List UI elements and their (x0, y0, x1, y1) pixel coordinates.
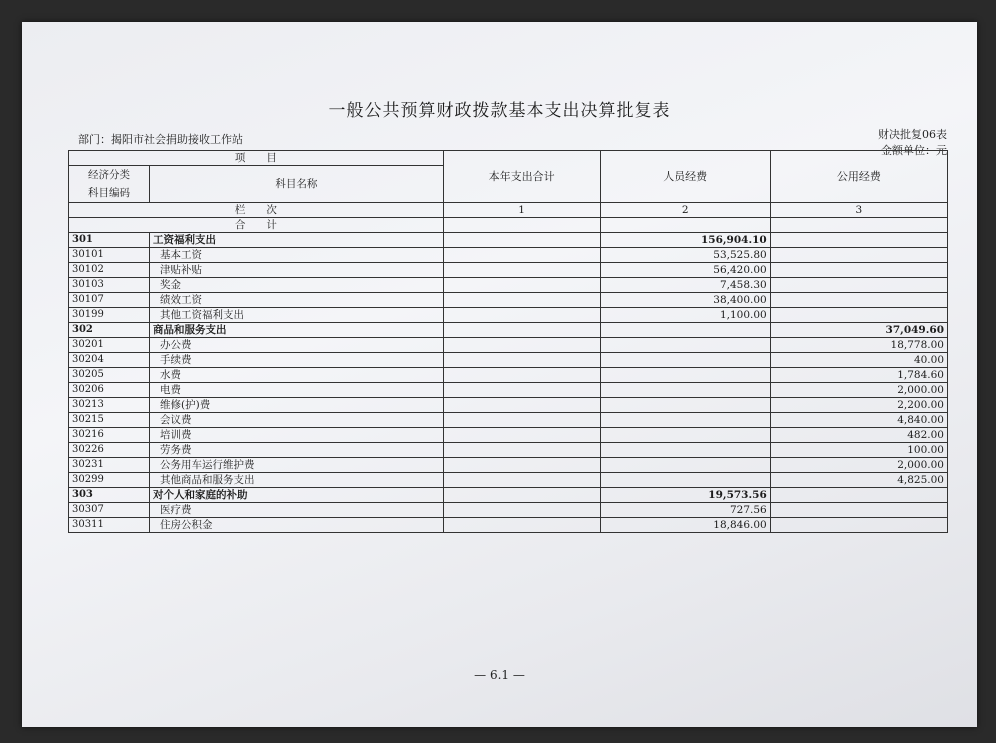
table-row (69, 503, 948, 518)
row-personnel: 19,573.56 (600, 488, 770, 503)
row-personnel: 18,846.00 (600, 518, 770, 533)
row-name: 奖金 (150, 278, 444, 293)
row-code: 30107 (69, 293, 150, 308)
row-code: 30231 (69, 458, 150, 473)
row-code: 30307 (69, 503, 150, 518)
row-public (770, 293, 947, 308)
header-personnel: 人员经费 (600, 151, 770, 203)
table-row (69, 488, 948, 503)
row-code: 30199 (69, 308, 150, 323)
row-public: 4,840.00 (770, 413, 947, 428)
row-public: 1,784.60 (770, 368, 947, 383)
table-row (69, 473, 948, 488)
sum-public (770, 218, 947, 233)
header-subject-code: 科目编码 (88, 187, 130, 199)
row-public: 2,200.00 (770, 398, 947, 413)
row-total (443, 293, 600, 308)
row-name: 水费 (150, 368, 444, 383)
table-row (69, 428, 948, 443)
table-row (69, 368, 948, 383)
row-code: 30213 (69, 398, 150, 413)
column-label: 栏 次 (69, 203, 444, 218)
row-name: 基本工资 (150, 248, 444, 263)
row-name: 公务用车运行维护费 (150, 458, 444, 473)
row-total (443, 353, 600, 368)
row-total (443, 323, 600, 338)
table-row (69, 248, 948, 263)
row-personnel: 7,458.30 (600, 278, 770, 293)
row-code: 30311 (69, 518, 150, 533)
sum-personnel (600, 218, 770, 233)
row-total (443, 458, 600, 473)
row-personnel (600, 398, 770, 413)
row-personnel (600, 413, 770, 428)
table-row (69, 353, 948, 368)
table-row (69, 233, 948, 248)
row-personnel (600, 323, 770, 338)
row-public (770, 488, 947, 503)
row-public: 2,000.00 (770, 458, 947, 473)
row-code: 30215 (69, 413, 150, 428)
row-personnel: 727.56 (600, 503, 770, 518)
table-row (69, 413, 948, 428)
column-number-3: 3 (770, 203, 947, 218)
column-number-2: 2 (600, 203, 770, 218)
row-personnel: 1,100.00 (600, 308, 770, 323)
table-row (69, 278, 948, 293)
row-code: 30101 (69, 248, 150, 263)
row-code: 30216 (69, 428, 150, 443)
document-page (22, 22, 977, 727)
table-row (69, 338, 948, 353)
row-name: 工资福利支出 (150, 233, 444, 248)
row-public (770, 233, 947, 248)
row-code: 30102 (69, 263, 150, 278)
table-row (69, 398, 948, 413)
row-total (443, 338, 600, 353)
row-total (443, 443, 600, 458)
row-name: 培训费 (150, 428, 444, 443)
row-personnel (600, 383, 770, 398)
row-code: 303 (69, 488, 150, 503)
table-row (69, 518, 948, 533)
row-name: 对个人和家庭的补助 (150, 488, 444, 503)
form-number: 财决批复06表 (878, 128, 947, 141)
row-code: 30226 (69, 443, 150, 458)
row-public: 2,000.00 (770, 383, 947, 398)
row-public: 100.00 (770, 443, 947, 458)
row-total (443, 383, 600, 398)
row-public: 4,825.00 (770, 473, 947, 488)
row-total (443, 368, 600, 383)
row-name: 劳务费 (150, 443, 444, 458)
row-public: 18,778.00 (770, 338, 947, 353)
row-total (443, 248, 600, 263)
table-row (69, 308, 948, 323)
row-name: 其他工资福利支出 (150, 308, 444, 323)
budget-table (68, 150, 948, 533)
row-public: 482.00 (770, 428, 947, 443)
row-name: 会议费 (150, 413, 444, 428)
row-code: 30205 (69, 368, 150, 383)
header-econ-class: 经济分类 (88, 169, 130, 181)
row-total (443, 518, 600, 533)
row-name: 其他商品和服务支出 (150, 473, 444, 488)
row-total (443, 263, 600, 278)
table-row (69, 443, 948, 458)
amount-unit: 金额单位：元 (881, 144, 947, 157)
row-total (443, 488, 600, 503)
row-code: 30201 (69, 338, 150, 353)
row-code: 30103 (69, 278, 150, 293)
page-number: — 6.1 — (474, 668, 525, 682)
row-name: 手续费 (150, 353, 444, 368)
row-name: 办公费 (150, 338, 444, 353)
header-econ-code (69, 166, 150, 203)
department-label: 部门：揭阳市社会捐助接收工作站 (78, 133, 243, 146)
row-code: 302 (69, 323, 150, 338)
row-total (443, 233, 600, 248)
row-personnel (600, 428, 770, 443)
table-row (69, 458, 948, 473)
row-name: 住房公积金 (150, 518, 444, 533)
row-public (770, 263, 947, 278)
header-public: 公用经费 (770, 151, 947, 203)
row-public (770, 278, 947, 293)
row-total (443, 398, 600, 413)
row-name: 医疗费 (150, 503, 444, 518)
row-name: 商品和服务支出 (150, 323, 444, 338)
row-total (443, 308, 600, 323)
row-public (770, 503, 947, 518)
table-row (69, 323, 948, 338)
row-personnel (600, 458, 770, 473)
row-personnel (600, 473, 770, 488)
row-public: 37,049.60 (770, 323, 947, 338)
column-number-1: 1 (443, 203, 600, 218)
row-personnel (600, 368, 770, 383)
row-name: 绩效工资 (150, 293, 444, 308)
row-total (443, 278, 600, 293)
row-public: 40.00 (770, 353, 947, 368)
row-code: 30204 (69, 353, 150, 368)
row-personnel: 53,525.80 (600, 248, 770, 263)
row-personnel: 38,400.00 (600, 293, 770, 308)
row-name: 维修(护)费 (150, 398, 444, 413)
row-personnel (600, 443, 770, 458)
sum-total (443, 218, 600, 233)
header-item: 项 目 (69, 151, 444, 166)
row-total (443, 413, 600, 428)
row-personnel (600, 353, 770, 368)
row-personnel (600, 338, 770, 353)
table-row (69, 383, 948, 398)
row-name: 津贴补贴 (150, 263, 444, 278)
header-subject-name: 科目名称 (150, 166, 444, 203)
row-public (770, 518, 947, 533)
row-personnel: 156,904.10 (600, 233, 770, 248)
document-title: 一般公共预算财政拨款基本支出决算批复表 (328, 101, 671, 121)
table-row (69, 263, 948, 278)
row-public (770, 308, 947, 323)
row-code: 301 (69, 233, 150, 248)
row-total (443, 503, 600, 518)
table-row (69, 293, 948, 308)
row-total (443, 428, 600, 443)
row-total (443, 473, 600, 488)
header-total: 本年支出合计 (443, 151, 600, 203)
row-name: 电费 (150, 383, 444, 398)
row-public (770, 248, 947, 263)
sum-label: 合 计 (69, 218, 444, 233)
row-code: 30299 (69, 473, 150, 488)
row-code: 30206 (69, 383, 150, 398)
row-personnel: 56,420.00 (600, 263, 770, 278)
